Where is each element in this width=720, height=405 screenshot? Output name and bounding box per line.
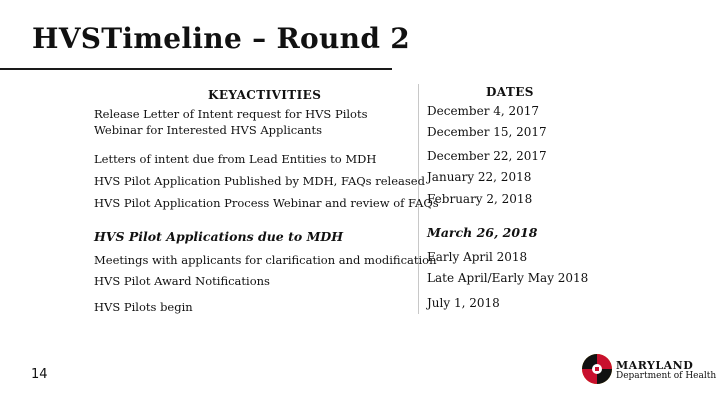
- date-row-3: December 22, 2017: [427, 149, 547, 163]
- page-number: 14: [31, 367, 48, 382]
- dates-header: DATES: [486, 85, 534, 99]
- activity-row-1: Release Letter of Intent request for HVS Pilots: [94, 107, 368, 121]
- activity-row-7: Meetings with applicants for clarification and modification: [94, 253, 437, 267]
- activity-row-6: HVS Pilot Applications due to MDH: [94, 229, 344, 244]
- activity-row-8: HVS Pilot Award Notifications: [94, 274, 270, 288]
- emblem-cross: [595, 367, 599, 371]
- maryland-flag-emblem-icon: [582, 354, 612, 384]
- title-underline: [0, 68, 392, 70]
- date-row-5: February 2, 2018: [427, 192, 533, 206]
- activities-header: KEYACTIVITIES: [208, 88, 322, 102]
- slide-title: HVSTimeline – Round 2: [32, 22, 411, 55]
- date-row-2: December 15, 2017: [427, 125, 547, 139]
- logo-subtitle: Department of Health: [616, 371, 717, 381]
- date-row-8: Late April/Early May 2018: [427, 271, 589, 285]
- date-row-4: January 22, 2018: [427, 170, 532, 184]
- activity-row-5: HVS Pilot Application Process Webinar and review of FAQs: [94, 196, 439, 210]
- date-row-7: Early April 2018: [427, 250, 528, 264]
- date-row-6: March 26, 2018: [427, 225, 538, 240]
- logo-name: MARYLAND: [616, 359, 694, 372]
- date-row-1: December 4, 2017: [427, 104, 540, 118]
- activity-row-9: HVS Pilots begin: [94, 300, 193, 314]
- activity-row-3: Letters of intent due from Lead Entities to MDH: [94, 152, 377, 166]
- activity-row-4: HVS Pilot Application Published by MDH, FAQs released: [94, 174, 425, 188]
- activity-row-2: Webinar for Interested HVS Applicants: [94, 123, 322, 137]
- date-row-9: July 1, 2018: [427, 296, 500, 310]
